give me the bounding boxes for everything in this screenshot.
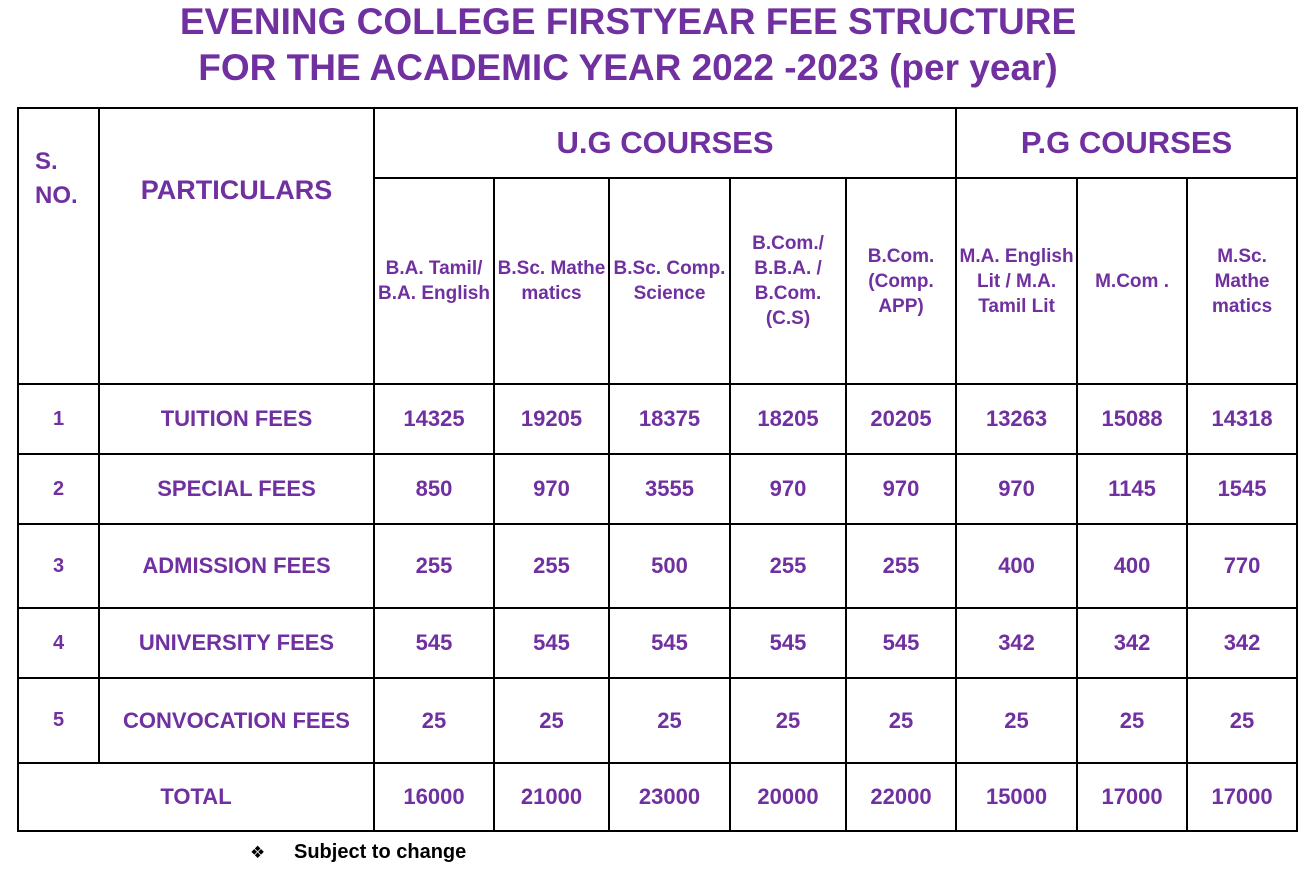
- fee-cell: 500: [609, 524, 730, 608]
- page-title-line-2: FOR THE ACADEMIC YEAR 2022 -2023 (per year): [198, 47, 1058, 88]
- total-cell: 20000: [730, 763, 846, 831]
- row-particular: UNIVERSITY FEES: [99, 608, 374, 678]
- sno-header: S. NO.: [18, 108, 99, 384]
- total-cell: 22000: [846, 763, 956, 831]
- fee-cell: 19205: [494, 384, 609, 454]
- fee-cell: 400: [956, 524, 1077, 608]
- row-particular: SPECIAL FEES: [99, 454, 374, 524]
- table-row: [18, 524, 1297, 608]
- total-row: [18, 763, 1297, 831]
- row-sno: 2: [18, 454, 99, 524]
- fee-cell: 25: [730, 678, 846, 763]
- total-cell: 21000: [494, 763, 609, 831]
- fee-cell: 255: [494, 524, 609, 608]
- fee-cell: 342: [956, 608, 1077, 678]
- fee-cell: 545: [374, 608, 494, 678]
- course-header: M.A. English Lit / M.A. Tamil Lit: [956, 178, 1077, 384]
- fee-cell: 970: [846, 454, 956, 524]
- fee-cell: 545: [609, 608, 730, 678]
- fee-cell: 15088: [1077, 384, 1187, 454]
- fee-cell: 255: [374, 524, 494, 608]
- total-cell: 17000: [1077, 763, 1187, 831]
- course-header: B.Com. (Comp. APP): [846, 178, 956, 384]
- fee-cell: 1145: [1077, 454, 1187, 524]
- subject-to-change-note: [250, 838, 466, 867]
- course-header: B.Sc. Comp. Science: [609, 178, 730, 384]
- course-header: M.Com .: [1077, 178, 1187, 384]
- row-sno: 3: [18, 524, 99, 608]
- course-header: B.Com./ B.B.A. / B.Com. (C.S): [730, 178, 846, 384]
- row-sno: 5: [18, 678, 99, 763]
- course-header: B.Sc. Mathe matics: [494, 178, 609, 384]
- diamond-bullet-icon: ❖: [250, 843, 266, 862]
- fee-cell: 770: [1187, 524, 1297, 608]
- fee-cell: 25: [609, 678, 730, 763]
- row-particular: CONVOCATION FEES: [99, 678, 374, 763]
- table-row: [18, 454, 1297, 524]
- fee-cell: 25: [1187, 678, 1297, 763]
- fee-cell: 25: [494, 678, 609, 763]
- total-label: TOTAL: [18, 763, 374, 831]
- total-cell: 16000: [374, 763, 494, 831]
- fee-cell: 13263: [956, 384, 1077, 454]
- fee-structure-table: [17, 107, 1298, 832]
- fee-cell: 18375: [609, 384, 730, 454]
- table-row: [18, 678, 1297, 763]
- page-title-line-1: EVENING COLLEGE FIRSTYEAR FEE STRUCTURE: [179, 1, 1077, 42]
- row-sno: 4: [18, 608, 99, 678]
- fee-cell: 970: [494, 454, 609, 524]
- fee-cell: 3555: [609, 454, 730, 524]
- fee-cell: 342: [1077, 608, 1187, 678]
- fee-cell: 14318: [1187, 384, 1297, 454]
- particulars-header: PARTICULARS: [99, 108, 374, 384]
- fee-cell: 970: [956, 454, 1077, 524]
- table-header-row: [18, 108, 1297, 178]
- ug-courses-header: U.G COURSES: [374, 108, 956, 178]
- fee-cell: 25: [374, 678, 494, 763]
- fee-cell: 342: [1187, 608, 1297, 678]
- row-sno: 1: [18, 384, 99, 454]
- fee-cell: 545: [846, 608, 956, 678]
- fee-cell: 545: [494, 608, 609, 678]
- fee-cell: 18205: [730, 384, 846, 454]
- table-row: [18, 608, 1297, 678]
- fee-cell: 1545: [1187, 454, 1297, 524]
- note-text: Subject to change: [294, 841, 467, 863]
- fee-cell: 255: [730, 524, 846, 608]
- fee-cell: 970: [730, 454, 846, 524]
- total-cell: 23000: [609, 763, 730, 831]
- course-header: M.Sc. Mathe matics: [1187, 178, 1297, 384]
- fee-cell: 20205: [846, 384, 956, 454]
- fee-cell: 545: [730, 608, 846, 678]
- fee-cell: 14325: [374, 384, 494, 454]
- course-header: B.A. Tamil/ B.A. English: [374, 178, 494, 384]
- fee-cell: 25: [956, 678, 1077, 763]
- row-particular: TUITION FEES: [99, 384, 374, 454]
- total-cell: 17000: [1187, 763, 1297, 831]
- pg-courses-header: P.G COURSES: [956, 108, 1297, 178]
- total-cell: 15000: [956, 763, 1077, 831]
- fee-cell: 25: [846, 678, 956, 763]
- row-particular: ADMISSION FEES: [99, 524, 374, 608]
- table-row: [18, 384, 1297, 454]
- fee-cell: 850: [374, 454, 494, 524]
- fee-cell: 25: [1077, 678, 1187, 763]
- fee-cell: 400: [1077, 524, 1187, 608]
- fee-cell: 255: [846, 524, 956, 608]
